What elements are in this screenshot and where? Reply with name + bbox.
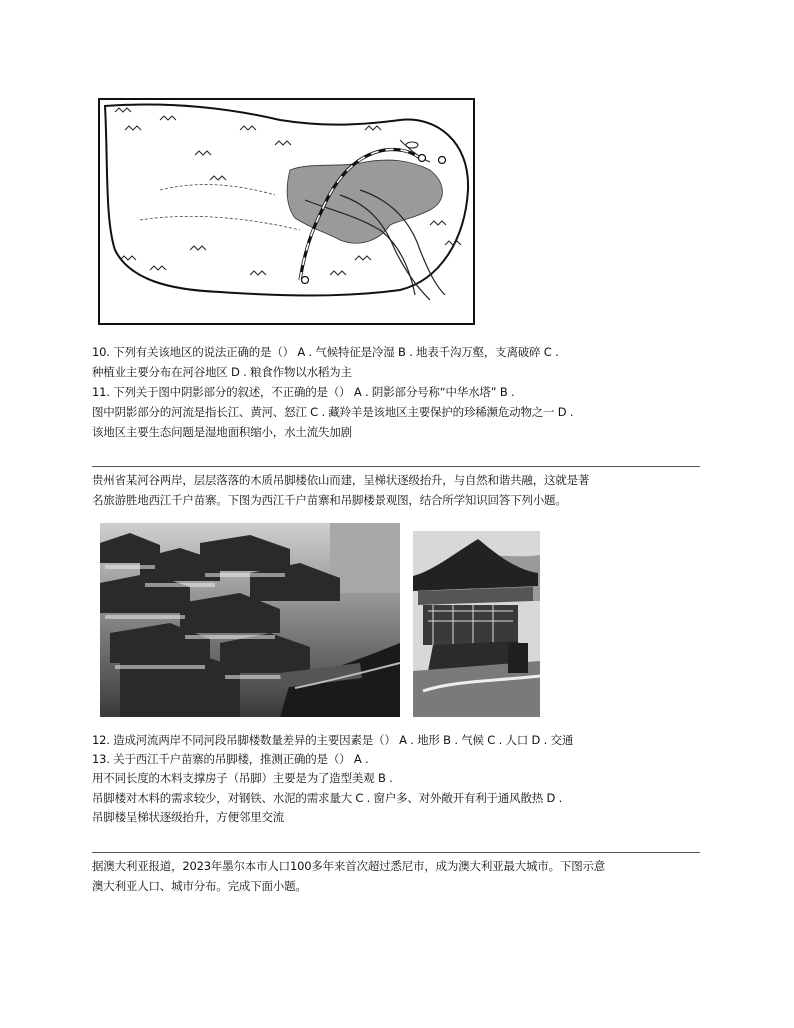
q12-text: 12. 造成河流两岸不同河段吊脚楼数量差异的主要因素是（） A . 地形 B . 气候 C . 人口 D . 交通: [92, 733, 574, 747]
plateau-map-drawing: [100, 100, 473, 323]
q10-text-line1: 10. 下列有关该地区的说法正确的是（） A . 气候特征是冷湿 B . 地表千沟万壑，支离破碎 C .: [92, 345, 559, 359]
q13-text-line4: 吊脚楼呈梯状逐级抬升，方便邻里交流: [92, 810, 285, 824]
lake: [406, 142, 418, 148]
q11-text-line3: 该地区主要生态问题是湿地面积缩小，水土流失加剧: [92, 425, 352, 439]
q13-text-line1: 13. 关于西江千户苗寨的吊脚楼，推测正确的是（） A .: [92, 752, 369, 766]
passage2-line1: 贵州省某河谷两岸，层层落落的木质吊脚楼依山而建，呈梯状逐级抬升，与自然和谐共融，这就是著: [92, 473, 590, 487]
village-photo: [100, 523, 400, 717]
q13-text-line3: 吊脚楼对木料的需求较少，对钢铁、水泥的需求量大 C . 窗户多、对外敞开有利于通风散热 D .: [92, 791, 563, 805]
city-marker: [439, 157, 446, 164]
city-marker: [419, 155, 426, 162]
passage2-line2: 名旅游胜地西江千户苗寨。下图为西江千户苗寨和吊脚楼景观图，结合所学知识回答下列小题。: [92, 493, 567, 507]
q11-text-line1: 11. 下列关于图中阴影部分的叙述，不正确的是（） A . 阴影部分号称“中华水塔” B .: [92, 385, 515, 399]
q13-text-line2: 用不同长度的木料支撑房子（吊脚）主要是为了造型美观 B .: [92, 771, 393, 785]
boundary-line: [140, 216, 300, 230]
q10-text-line2: 种植业主要分布在河谷地区 D . 粮食作物以水稻为主: [92, 365, 352, 379]
section-divider: [92, 466, 700, 467]
city-marker: [302, 277, 309, 284]
plateau-map: [98, 98, 475, 325]
section-divider: [92, 852, 700, 853]
stilt-house-photo-drawing: [413, 531, 540, 717]
passage3-line2: 澳大利亚人口、城市分布。完成下面小题。: [92, 879, 307, 893]
boundary-line: [160, 185, 275, 195]
q11-text-line2: 图中阴影部分的河流是指长江、黄河、怒江 C . 藏羚羊是该地区主要保护的珍稀濒危动物之一 D .: [92, 405, 574, 419]
village-photo-drawing: [100, 523, 400, 717]
passage3-line1: 据澳大利亚报道，2023年墨尔本市人口100多年来首次超过悉尼市，成为澳大利亚最大城市。下图示意: [92, 859, 606, 873]
stilt-house-photo: [413, 531, 540, 717]
